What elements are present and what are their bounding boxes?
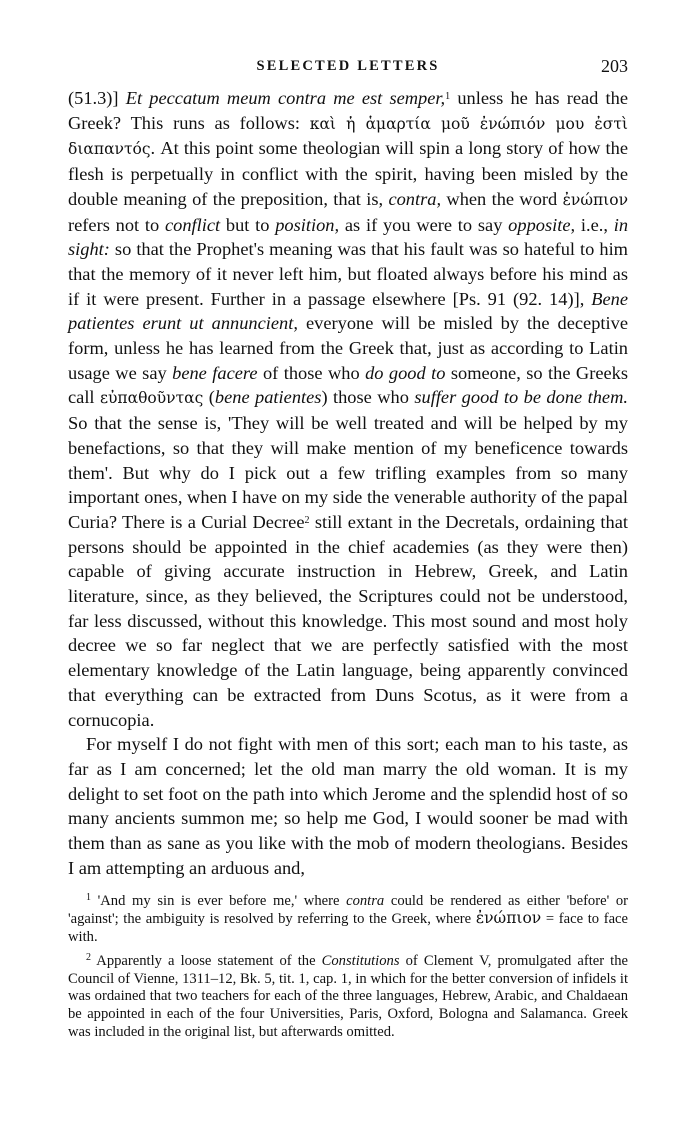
body-text [68,86,628,881]
greek-text: καὶ ἡ ἁμαρτία μοῦ ἐνώπιόν μου ἐστὶ διαπαντός [68,114,628,159]
text-run: For myself I do not fight with men of this sort; each man to his taste, as far as I am concerned; let the old man marry the old woman. It is my delight to set foot on the path into which Jerome and the splendid host of so many ancients summon me; so help me God, I would sooner be mad with them than as sane as you like with the mob of modern theologians. Besides I am attempting an arduous and, [68,734,628,878]
italic-text: contra, [388,188,442,209]
italic-text: conflict [164,214,221,235]
text-run: could be rendered as either 'before' or 'against'; the ambiguity is resolved by referring to the Greek, where [68,892,628,928]
page-header [68,56,628,86]
text-run: when the word [441,188,563,209]
footnote-marker: 1 [86,891,91,903]
footnote [68,953,628,1042]
text-run: Apparently a loose statement of the [91,952,322,969]
italic-text: Constitutions [321,952,400,969]
italic-text: bene facere [172,362,258,383]
text-run: of Clement V, promulgated after the Council of Vienne, 1311–12, Bk. 5, tit. 1, cap. 1, in which for the better conversion of infidels it was ordained that two teachers for each of the three languages, Hebrew, Arabic, and Chaldaean be appointed in each of the four Universities, Paris, Oxford, Bologna and Salamanca. Greek was included in the original list, but afterwards omitted. [68,952,629,1041]
italic-text: do good to [365,362,446,383]
text-run: but to [220,214,276,235]
text-run: (51.3)] [68,88,126,108]
running-head: SELECTED LETTERS [256,58,440,74]
footnote [68,893,628,947]
italic-text: opposite, [508,214,576,235]
text-run: i.e., [575,214,614,235]
text-run: = face to face with. [68,911,629,946]
book-page [68,56,628,1048]
body-paragraph [68,732,628,880]
text-run: So that the sense is, 'They will be well treated and will be helped by my benefactions, so that they will make mention of my beneficence towards them'. But why do I pick out a few trifling examples from so many important ones, when I have on my side the venerable authority of the papal Curia? There is a Curial Decree [68,413,628,532]
italic-text: Et peccatum meum contra me est semper, [125,88,446,108]
text-run: so that the Prophet's meaning was that his fault was so hateful to him that the memory of it never left him, but floated always before his mind as if it were present. Further in a passage elsewhere [Ps. 91 (92. 14)], [68,239,628,309]
text-run: as if you were to say [339,214,509,235]
italic-text: Bene patientes erunt ut annuncient, [68,288,628,334]
footnotes [68,893,628,1042]
text-run: of those who [257,362,366,383]
greek-text: ἐνώπιον [475,909,542,928]
footnote-marker: 1 [445,91,451,102]
text-run: someone, so the Greeks call [68,362,629,408]
italic-text: suffer good to be done them. [414,387,628,408]
page-number: 203 [601,56,628,76]
italic-text: contra [346,892,385,909]
text-run: everyone will be misled by the deceptive form, unless he has learned from the Greek that, just as according to Latin usage we say [68,313,628,383]
footnote-marker: 2 [304,514,310,526]
text-run: . At this point some theologian will spin a long story of how the flesh is perpetually in conflict with the spirit, having been misled by the double meaning of the preposition, that is, [68,138,628,209]
text-run: unless he has read the Greek? This runs as follows: [68,88,629,133]
text-run: refers not to [68,214,165,235]
greek-text: ἐνώπιον [562,190,628,209]
text-run: 'And my sin is ever before me,' where [91,892,347,909]
greek-text: εὐπαθοῦντας [99,389,204,408]
italic-text: bene patientes [214,387,322,408]
italic-text: in sight: [68,214,629,260]
text-run: ( [203,387,215,408]
italic-text: position, [275,214,340,235]
text-run: ) those who [321,387,415,408]
footnote-marker: 2 [86,951,91,963]
body-paragraph [68,86,628,732]
text-run: still extant in the Decretals, ordaining that persons should be appointed in the chief academies (as they were then) capable of giving accurate instruction in Hebrew, Greek, and Latin literature, since, as they believed, the Scriptures could not be understood, far less discussed, without this knowledge. This most sound and most holy decree we so far neglect that we are perfectly satisfied with the most elementary knowledge of the Latin language, being apparently convinced that everything can be extracted from Duns Scotus, as it were from a cornucopia. [68,511,628,730]
